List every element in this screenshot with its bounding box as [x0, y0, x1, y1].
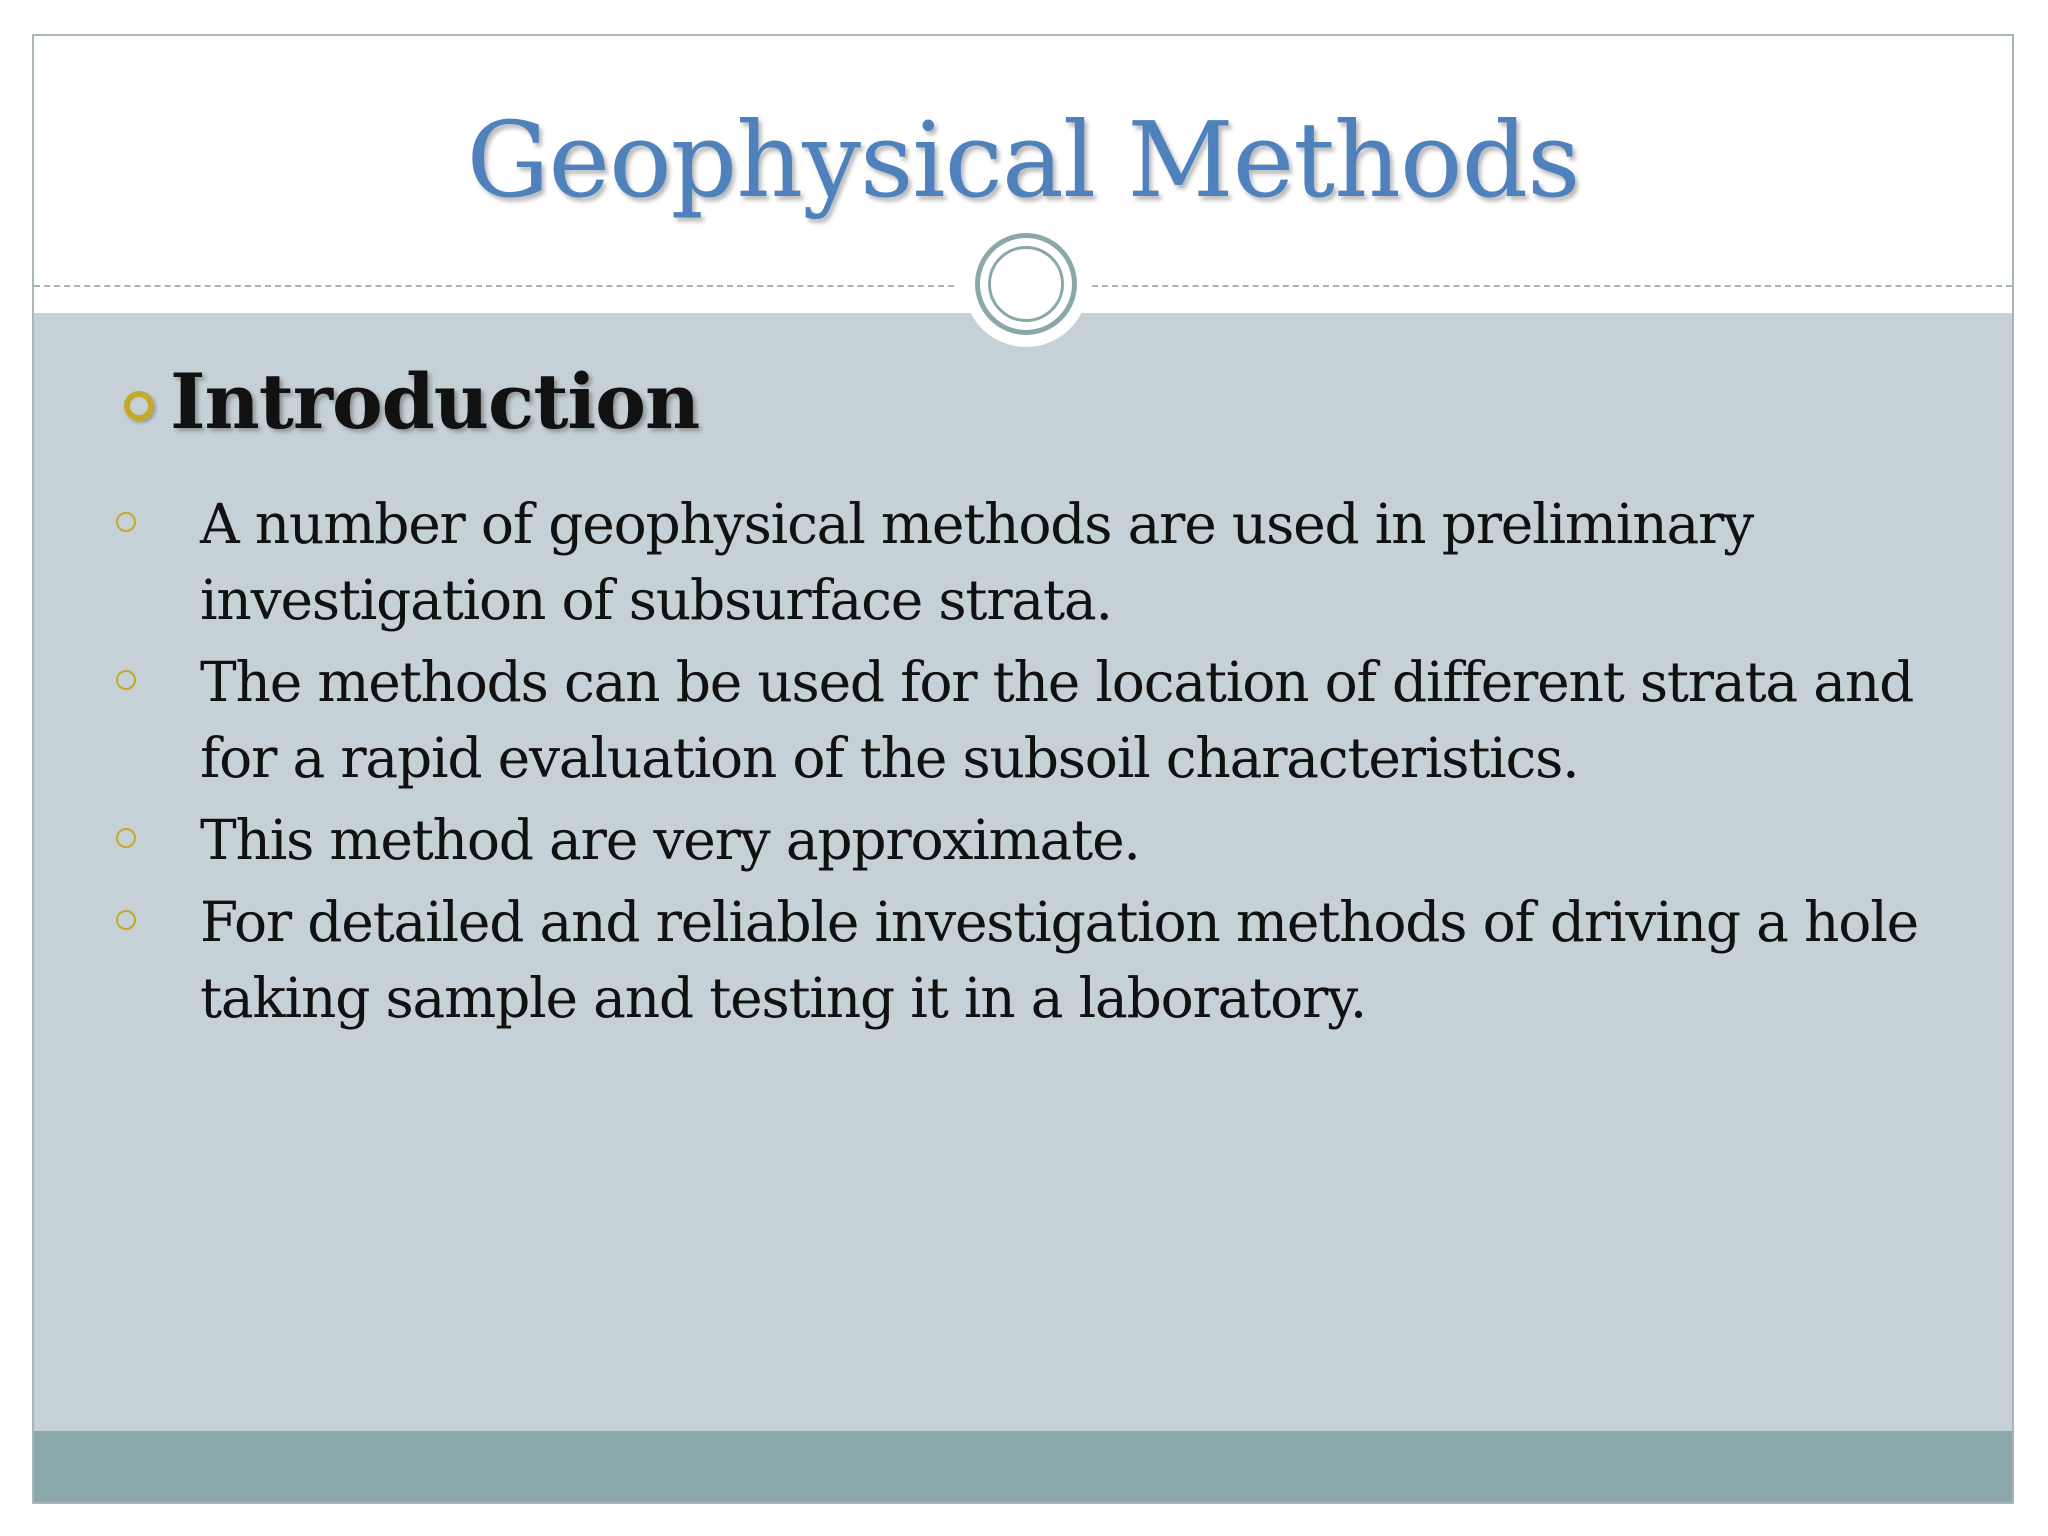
- bullet-text: This method are very approximate.: [200, 808, 1140, 872]
- footer-bar: [34, 1431, 2012, 1504]
- bullet-item: [116, 884, 1996, 1036]
- bullet-item: [116, 644, 1996, 796]
- bullet-text: For detailed and reliable investigation methods of driving a hole taking sample and testing it in a laboratory.: [200, 890, 1918, 1030]
- bullet-text: The methods can be used for the location of different strata and for a rapid evaluation of the subsoil characteristics.: [200, 650, 1914, 790]
- bullet-item: [116, 802, 1996, 878]
- emblem-inner-ring-icon: [988, 246, 1064, 322]
- slide-title: Geophysical Methods: [466, 99, 1580, 221]
- section-heading: [124, 352, 699, 452]
- small-circle-bullet-icon: [116, 910, 136, 930]
- heading-text: Introduction: [170, 357, 700, 446]
- small-circle-bullet-icon: [116, 512, 136, 532]
- bullet-list: [116, 486, 1996, 1042]
- bullet-text: A number of geophysical methods are used in preliminary investigation of subsurface strata.: [200, 492, 1754, 632]
- small-circle-bullet-icon: [116, 670, 136, 690]
- slide: [32, 34, 2014, 1504]
- bullet-item: [116, 486, 1996, 638]
- small-circle-bullet-icon: [116, 828, 136, 848]
- title-divider-left: [34, 285, 954, 287]
- circle-bullet-icon: [124, 391, 154, 421]
- title-divider-right: [1092, 285, 2012, 287]
